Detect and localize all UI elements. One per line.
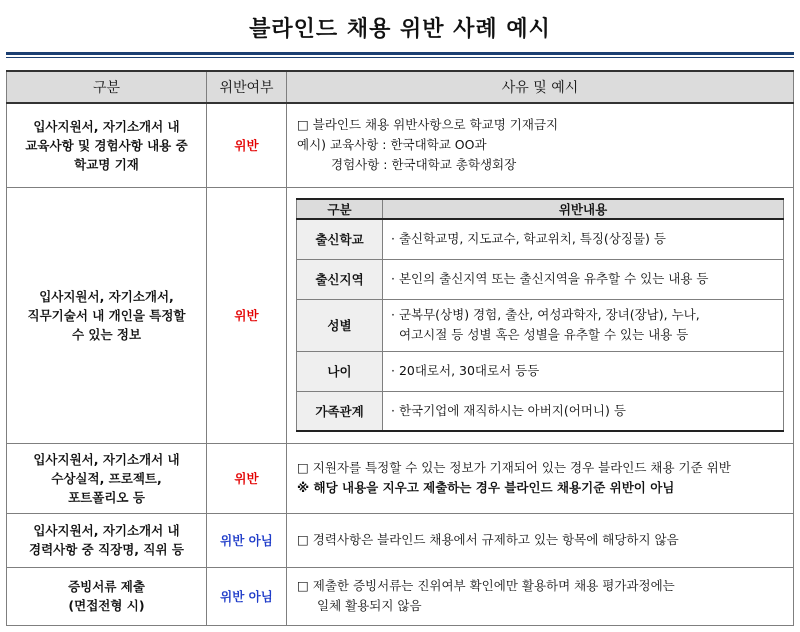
table-header-row bbox=[7, 71, 794, 103]
sub-header-category: 구분 bbox=[297, 199, 383, 219]
row-description: □ 경력사항은 블라인드 채용에서 규제하고 있는 항목에 해당하지 않음 bbox=[287, 513, 794, 567]
sub-row-value: · 본인의 출신지역 또는 출신지역을 유추할 수 있는 내용 등 bbox=[383, 259, 784, 299]
sub-table-row bbox=[297, 351, 784, 391]
sub-row-key: 출신지역 bbox=[297, 259, 383, 299]
sub-table-row bbox=[297, 219, 784, 259]
title-rule-thick bbox=[6, 52, 794, 55]
row-status: 위반 아님 bbox=[207, 513, 287, 567]
sub-row-key: 출신학교 bbox=[297, 219, 383, 259]
sub-table-header bbox=[297, 199, 784, 219]
table-row bbox=[7, 513, 794, 567]
row-description bbox=[287, 187, 794, 443]
sub-table-row bbox=[297, 299, 784, 351]
title-rule-thin bbox=[6, 57, 794, 58]
sub-header-content: 위반내용 bbox=[383, 199, 784, 219]
row-category: 입사지원서, 자기소개서 내 수상실적, 프로젝트, 포트폴리오 등 bbox=[7, 443, 207, 513]
row-description: □ 지원자를 특정할 수 있는 정보가 기재되어 있는 경우 블라인드 채용 기준 위반 ※ 해당 내용을 지우고 제출하는 경우 블라인드 채용기준 위반이 아님 bbox=[287, 443, 794, 513]
header-reason: 사유 및 예시 bbox=[287, 71, 794, 103]
sub-row-value: · 군복무(상병) 경험, 출산, 여성과학자, 장녀(장남), 누나, 여고시절 등 성별 혹은 성별을 유추할 수 있는 내용 등 bbox=[383, 299, 784, 351]
row-status: 위반 bbox=[207, 187, 287, 443]
table-row bbox=[7, 187, 794, 443]
title-area bbox=[6, 0, 794, 56]
table-row bbox=[7, 567, 794, 625]
row-status: 위반 bbox=[207, 443, 287, 513]
row-category: 입사지원서, 자기소개서, 직무기술서 내 개인을 특정할 수 있는 정보 bbox=[7, 187, 207, 443]
header-category: 구분 bbox=[7, 71, 207, 103]
sub-table-row bbox=[297, 259, 784, 299]
page-title: 블라인드 채용 위반 사례 예시 bbox=[249, 17, 551, 42]
header-status: 위반여부 bbox=[207, 71, 287, 103]
row-description: □ 제출한 증빙서류는 진위여부 확인에만 활용하며 채용 평가과정에는 일체 활용되지 않음 bbox=[287, 567, 794, 625]
row-category: 증빙서류 제출 (면접전형 시) bbox=[7, 567, 207, 625]
sub-row-value: · 출신학교명, 지도교수, 학교위치, 특징(상징물) 등 bbox=[383, 219, 784, 259]
row-category: 입사지원서, 자기소개서 내 경력사항 중 직장명, 직위 등 bbox=[7, 513, 207, 567]
sub-table-row bbox=[297, 391, 784, 431]
row-status: 위반 아님 bbox=[207, 567, 287, 625]
sub-row-key: 성별 bbox=[297, 299, 383, 351]
sub-table bbox=[296, 198, 784, 432]
row-description: □ 블라인드 채용 위반사항으로 학교명 기재금지 예시) 교육사항 : 한국대학교 OO과 경험사항 : 한국대학교 총학생회장 bbox=[287, 103, 794, 187]
violation-table bbox=[6, 70, 794, 626]
table-row bbox=[7, 103, 794, 187]
row-category: 입사지원서, 자기소개서 내 교육사항 및 경험사항 내용 중 학교명 기재 bbox=[7, 103, 207, 187]
table-row bbox=[7, 443, 794, 513]
sub-row-value: · 20대로서, 30대로서 등등 bbox=[383, 351, 784, 391]
row-status: 위반 bbox=[207, 103, 287, 187]
sub-row-key: 가족관계 bbox=[297, 391, 383, 431]
sub-row-key: 나이 bbox=[297, 351, 383, 391]
sub-row-value: · 한국기업에 재직하시는 아버지(어머니) 등 bbox=[383, 391, 784, 431]
